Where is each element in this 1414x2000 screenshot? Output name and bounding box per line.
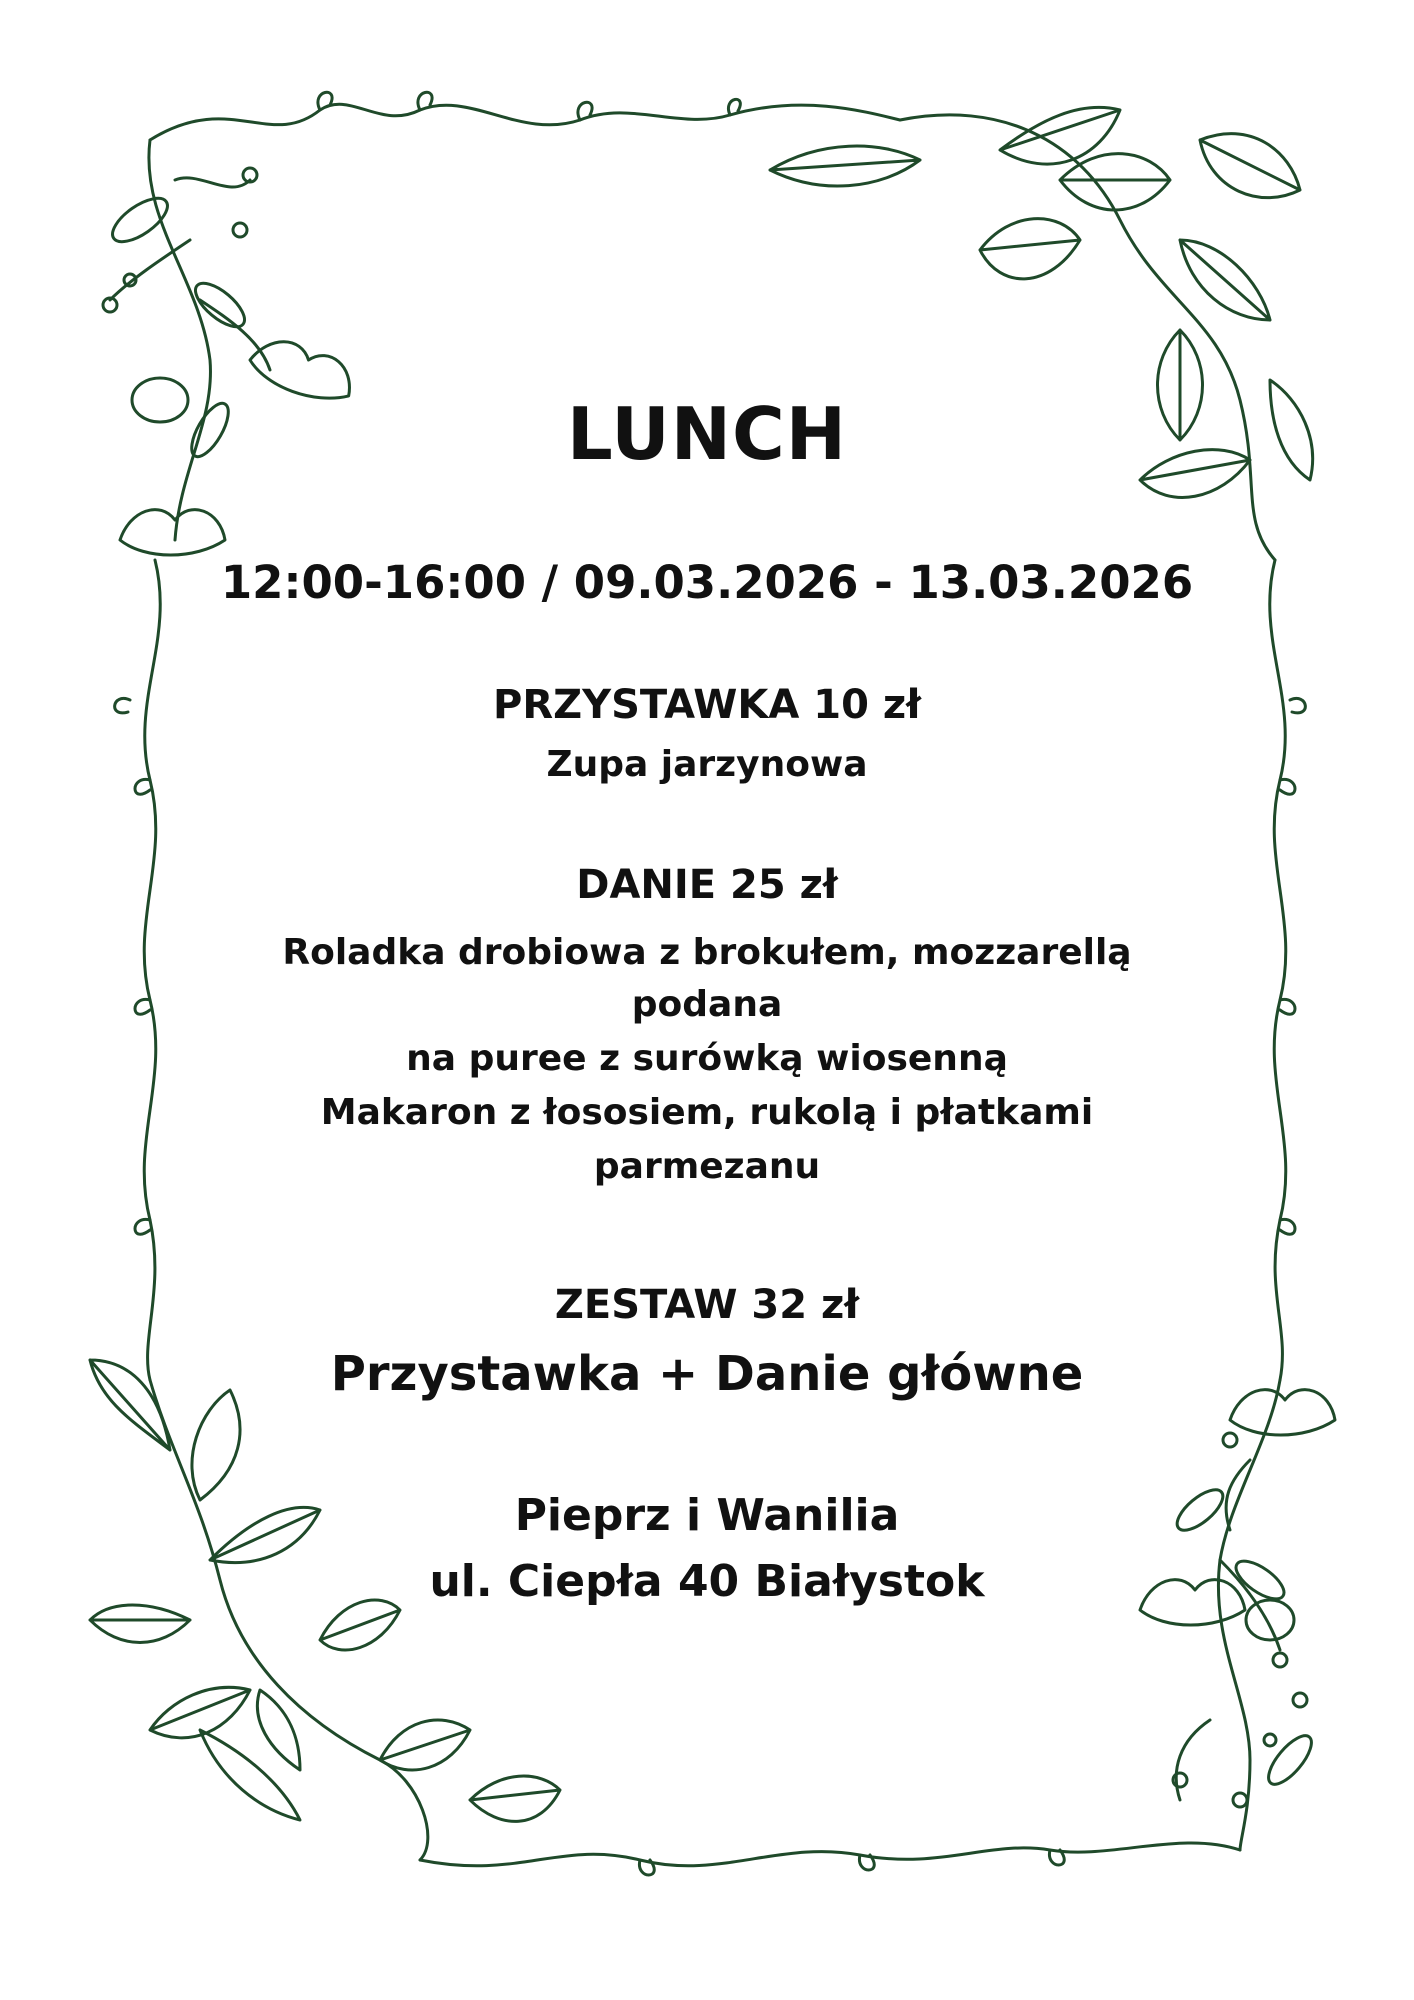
menu-title: LUNCH	[566, 392, 848, 476]
main-line: podana	[631, 984, 783, 1025]
bottom-right-sprig	[1218, 1380, 1280, 1850]
right-vine	[1270, 560, 1286, 1380]
hours-and-dates: 12:00-16:00 / 09.03.2026 - 13.03.2026	[220, 556, 1194, 609]
main-line: parmezanu	[593, 1146, 821, 1187]
starter-heading: PRZYSTAWKA 10 zł	[493, 682, 921, 728]
top-left-sprig	[149, 140, 211, 540]
menu-content	[220, 0, 1194, 2000]
main-line: Makaron z łososiem, rukolą i płatkami	[320, 1092, 1094, 1133]
left-vine	[144, 560, 160, 1380]
venue-address: ul. Ciepła 40 Białystok	[429, 1556, 985, 1607]
set-heading: ZESTAW 32 zł	[554, 1282, 860, 1328]
set-description: Przystawka + Danie główne	[330, 1346, 1084, 1402]
main-line: na puree z surówką wiosenną	[406, 1038, 1008, 1079]
main-heading: DANIE 25 zł	[576, 862, 838, 908]
main-line: Roladka drobiowa z brokułem, mozzarellą	[282, 932, 1132, 973]
venue-name: Pieprz i Wanilia	[514, 1490, 900, 1541]
starter-item: Zupa jarzynowa	[546, 744, 868, 785]
